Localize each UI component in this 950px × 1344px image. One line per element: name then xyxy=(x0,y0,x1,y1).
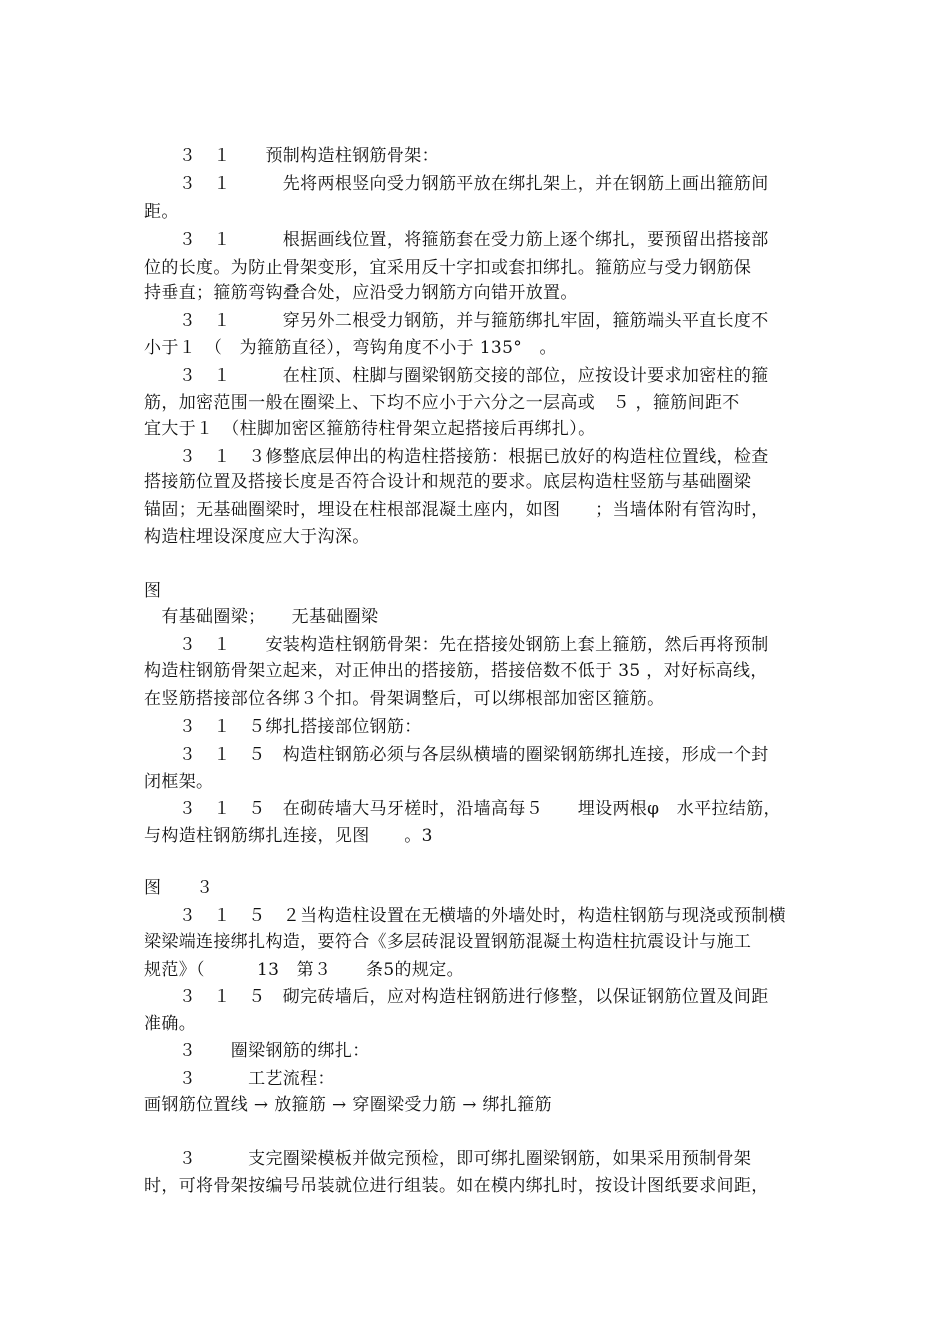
figure-label: 图 xyxy=(144,581,162,601)
text-line: ３ １ 在柱顶、柱脚与圈梁钢筋交接的部位，应按设计要求加密柱的箍 xyxy=(144,366,769,386)
figure-caption: 有基础圈梁； 无基础圈梁 xyxy=(144,607,379,627)
text-line: 规范》（ 13 第３ 条5的规定。 xyxy=(144,960,464,980)
text-line: 宜大于１ （柱脚加密区箍筋待柱骨架立起搭接后再绑扎）。 xyxy=(144,419,596,439)
text-line: 准确。 xyxy=(144,1014,197,1034)
text-line: 持垂直；箍筋弯钩叠合处，应沿受力钢筋方向错开放置。 xyxy=(144,283,578,303)
text-line: ３ １ 根据画线位置，将箍筋套在受力筋上逐个绑扎，要预留出搭接部 xyxy=(144,230,769,250)
text-line: 时，可将骨架按编号吊装就位进行组装。如在模内绑扎时，按设计图纸要求间距， xyxy=(144,1176,769,1196)
text-line: 构造柱钢筋骨架立起来，对正伸出的搭接筋，搭接倍数不低于 35 ，对好标高线， xyxy=(144,661,768,681)
text-line: ３ １ 穿另外二根受力钢筋，并与箍筋绑扎牢固，箍筋端头平直长度不 xyxy=(144,311,769,331)
text-line: ３ １ ５绑扎搭接部位钢筋： xyxy=(144,717,422,737)
text-line: 搭接筋位置及搭接长度是否符合设计和规范的要求。底层构造柱竖筋与基础圈梁 xyxy=(144,472,752,492)
process-flow: 画钢筋位置线 → 放箍筋 → 穿圈梁受力筋 → 绑扎箍筋 xyxy=(144,1095,552,1115)
text-line: ３ １ ５ 构造柱钢筋必须与各层纵横墙的圈梁钢筋绑扎连接，形成一个封 xyxy=(144,745,769,765)
text-line: 闭框架。 xyxy=(144,772,214,792)
text-line: 锚固；无基础圈梁时，埋设在柱根部混凝土座内，如图 ；当墙体附有管沟时， xyxy=(144,500,769,520)
text-line: ３ １ 安装构造柱钢筋骨架：先在搭接处钢筋上套上箍筋，然后再将预制 xyxy=(144,635,769,655)
text-line: ３ 工艺流程： xyxy=(144,1069,335,1089)
text-line: 构造柱埋设深度应大于沟深。 xyxy=(144,527,370,547)
text-line: ３ １ ３修整底层伸出的构造柱搭接筋：根据已放好的构造柱位置线，检查 xyxy=(144,447,769,467)
text-line: 小于１ （ 为箍筋直径），弯钩角度不小于 135° 。 xyxy=(144,338,557,358)
text-line: ３ １ 预制构造柱钢筋骨架： xyxy=(144,146,439,166)
text-line: ３ １ ５ 在砌砖墙大马牙槎时，沿墙高每５ 埋设两根φ 水平拉结筋， xyxy=(144,799,781,819)
text-line: 位的长度。为防止骨架变形，宜采用反十字扣或套扣绑扎。箍筋应与受力钢筋保 xyxy=(144,258,752,278)
text-line: 与构造柱钢筋绑扎连接，见图 。3 xyxy=(144,826,433,846)
text-line: 筋，加密范围一般在圈梁上、下均不应小于六分之一层高或 ５ ，箍筋间距不 xyxy=(144,393,740,413)
text-line: 梁梁端连接绑扎构造，要符合《多层砖混设置钢筋混凝土构造柱抗震设计与施工 xyxy=(144,932,752,952)
section-heading: ３ 圈梁钢筋的绑扎： xyxy=(144,1041,370,1061)
text-line: ３ １ 先将两根竖向受力钢筋平放在绑扎架上，并在钢筋上画出箍筋间 xyxy=(144,174,769,194)
text-line: 在竖筋搭接部位各绑３个扣。骨架调整后，可以绑根部加密区箍筋。 xyxy=(144,689,665,709)
figure-label: 图 ３ xyxy=(144,878,214,898)
text-line: ３ １ ５ 砌完砖墙后，应对构造柱钢筋进行修整，以保证钢筋位置及间距 xyxy=(144,987,769,1007)
text-line: 距。 xyxy=(144,202,179,222)
text-line: ３ １ ５ ２当构造柱设置在无横墙的外墙处时，构造柱钢筋与现浇或预制横 xyxy=(144,906,786,926)
text-line: ３ 支完圈梁模板并做完预检，即可绑扎圈梁钢筋，如果采用预制骨架 xyxy=(144,1149,752,1169)
